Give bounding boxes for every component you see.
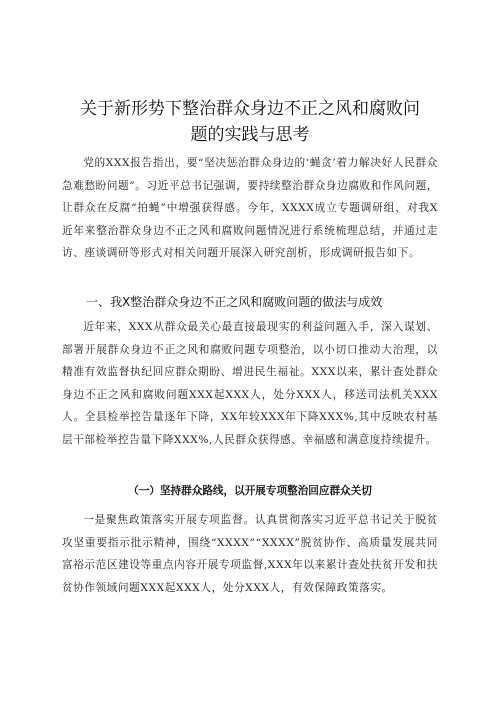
section-1-paragraph: 近年来，XXX从群众最关心最直接最现实的利益问题入手，深入谋划、部署开展群众身边不正之风和腐败问题专项整治，以小切口推动大治理，以精准有效监督执纪回应群众期盼、增进民生福祉。XXX以来，累计查处群众身边不正之风和腐败问题XXX起XXX人，处分XXX人，移送司法机关XXX人。全县检举控告量逐年下降，XX年较XXX年下降XXX%,其中反映农村基层干部检举控告量下降XXX%,人民群众获得感、幸福感和满意度持续提升。 xyxy=(62,321,438,446)
document-title xyxy=(60,96,440,148)
subsection-heading-1: （一）坚持群众路线，以开展专项整治回应群众关切 xyxy=(128,485,372,497)
title-line-1: 关于新形势下整治群众身边不正之风和腐败问 xyxy=(80,99,420,119)
title-line-2: 题的实践与思考 xyxy=(190,125,310,145)
section-heading-1: 一、我X整治群众身边不正之风和腐败问题的做法与成效 xyxy=(86,295,383,309)
intro-paragraph: 党的XXX报告指出，要“坚决惩治群众身边的‘蝇贪’着力解决好人民群众急难愁盼问题”。习近平总书记强调，要持续整治群众身边腐败和作风问题，让群众在反腐“拍蝇”中增强获得感。今年，XXXX成立专题调研组，对我X近年来整治群众身边不正之风和腐败问题情况进行系统梳理总结，并通过走访、座谈调研等形式对相关问题开展深入研究剖析，形成调研报告如下。 xyxy=(62,157,439,259)
subsection-1-paragraph: 一是聚焦政策落实开展专项监督。认真贯彻落实习近平总书记关于脱贫攻坚重要指示批示精神，围绕“XXXX”“XXXX”脱贫协作、高质量发展共同富裕示范区建设等重点内容开展专项监督,XXX年以来累计查处扶贫开发和扶贫协作领域问题XXX起XXX人，处分XXX人，有效保障政策落实。 xyxy=(62,514,438,594)
